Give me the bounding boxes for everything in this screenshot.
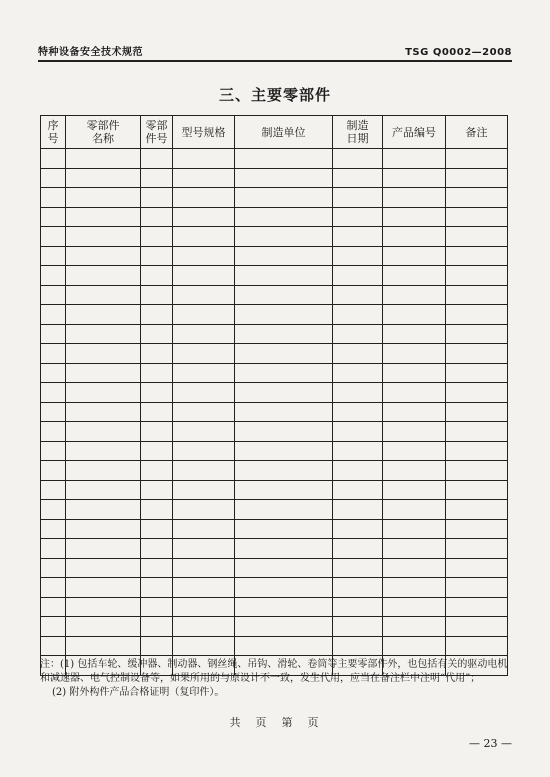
table-cell[interactable]	[333, 168, 383, 188]
table-cell[interactable]	[235, 558, 333, 578]
table-cell[interactable]	[383, 558, 446, 578]
table-cell[interactable]	[446, 207, 508, 227]
table-row	[41, 363, 508, 383]
table-cell[interactable]	[446, 636, 508, 656]
table-row	[41, 227, 508, 247]
table-cell[interactable]	[173, 324, 235, 344]
table-cell[interactable]	[66, 383, 141, 403]
table-cell[interactable]	[41, 402, 66, 422]
table-cell[interactable]	[235, 149, 333, 169]
table-cell[interactable]	[446, 168, 508, 188]
table-row	[41, 383, 508, 403]
table-cell[interactable]	[173, 558, 235, 578]
table-cell[interactable]	[446, 441, 508, 461]
table-cell[interactable]	[333, 324, 383, 344]
table-cell[interactable]	[333, 578, 383, 598]
table-cell[interactable]	[383, 383, 446, 403]
table-cell[interactable]	[141, 324, 173, 344]
table-cell[interactable]	[173, 480, 235, 500]
table-cell[interactable]	[173, 500, 235, 520]
table-cell[interactable]	[383, 402, 446, 422]
table-cell[interactable]	[66, 227, 141, 247]
table-cell[interactable]	[383, 636, 446, 656]
table-cell[interactable]	[383, 597, 446, 617]
table-cell[interactable]	[446, 539, 508, 559]
page-count-line: 共 页 第 页	[229, 716, 321, 729]
col-header-seq: 序 号	[41, 116, 66, 149]
table-cell[interactable]	[66, 149, 141, 169]
table-cell[interactable]	[383, 480, 446, 500]
table-cell[interactable]	[173, 597, 235, 617]
table-cell[interactable]	[173, 266, 235, 286]
table-cell[interactable]	[383, 207, 446, 227]
table-cell[interactable]	[41, 227, 66, 247]
table-cell[interactable]	[383, 422, 446, 442]
table-cell[interactable]	[333, 344, 383, 364]
table-cell[interactable]	[383, 578, 446, 598]
table-cell[interactable]	[333, 461, 383, 481]
notes	[40, 658, 510, 700]
table-cell[interactable]	[383, 519, 446, 539]
table-cell[interactable]	[66, 305, 141, 325]
col-header-part-no: 零部 件号	[141, 116, 173, 149]
table-cell[interactable]	[41, 461, 66, 481]
table-cell[interactable]	[235, 578, 333, 598]
table-cell[interactable]	[173, 246, 235, 266]
table-cell[interactable]	[41, 519, 66, 539]
table-row	[41, 207, 508, 227]
table-cell[interactable]	[235, 207, 333, 227]
table-cell[interactable]	[41, 636, 66, 656]
table-cell[interactable]	[333, 227, 383, 247]
table-cell[interactable]	[173, 461, 235, 481]
table-cell[interactable]	[66, 285, 141, 305]
table-cell[interactable]	[446, 363, 508, 383]
table-cell[interactable]	[235, 480, 333, 500]
table-row	[41, 636, 508, 656]
table-cell[interactable]	[235, 266, 333, 286]
table-cell[interactable]	[66, 480, 141, 500]
table-cell[interactable]	[383, 149, 446, 169]
table-cell[interactable]	[333, 266, 383, 286]
table-cell[interactable]	[141, 402, 173, 422]
table-cell[interactable]	[41, 285, 66, 305]
table-cell[interactable]	[446, 597, 508, 617]
table-cell[interactable]	[41, 597, 66, 617]
table-cell[interactable]	[141, 188, 173, 208]
page-header	[38, 38, 512, 58]
table-cell[interactable]	[235, 168, 333, 188]
table-cell[interactable]	[66, 363, 141, 383]
table-cell[interactable]	[446, 617, 508, 637]
col-header-remarks: 备注	[446, 116, 508, 149]
table-cell[interactable]	[383, 324, 446, 344]
table-cell[interactable]	[141, 617, 173, 637]
table-cell[interactable]	[173, 617, 235, 637]
table-cell[interactable]	[141, 500, 173, 520]
table-cell[interactable]	[446, 480, 508, 500]
table-cell[interactable]	[141, 597, 173, 617]
parts-table	[40, 115, 508, 676]
table-cell[interactable]	[235, 597, 333, 617]
table-body	[41, 149, 508, 676]
table-cell[interactable]	[235, 500, 333, 520]
table-cell[interactable]	[41, 149, 66, 169]
table-cell[interactable]	[41, 558, 66, 578]
table-cell[interactable]	[333, 636, 383, 656]
table-cell[interactable]	[173, 578, 235, 598]
table-row	[41, 578, 508, 598]
table-cell[interactable]	[41, 441, 66, 461]
table-cell[interactable]	[66, 402, 141, 422]
table-cell[interactable]	[333, 188, 383, 208]
table-cell[interactable]	[141, 578, 173, 598]
table-cell[interactable]	[141, 266, 173, 286]
table-cell[interactable]	[41, 188, 66, 208]
table-cell[interactable]	[141, 246, 173, 266]
table-cell[interactable]	[446, 246, 508, 266]
table-cell[interactable]	[173, 519, 235, 539]
table-cell[interactable]	[141, 441, 173, 461]
table-cell[interactable]	[333, 363, 383, 383]
table-row	[41, 188, 508, 208]
table-cell[interactable]	[173, 285, 235, 305]
table-cell[interactable]	[446, 149, 508, 169]
table-cell[interactable]	[235, 324, 333, 344]
table-cell[interactable]	[41, 480, 66, 500]
table-cell[interactable]	[141, 344, 173, 364]
table-cell[interactable]	[173, 441, 235, 461]
table-cell[interactable]	[446, 266, 508, 286]
note-1: 注：(1) 包括车轮、缓冲器、制动器、钢丝绳、吊钩、滑轮、卷筒等主要零部件外，也包括有关的驱动电机和减速器、电气控制设备等，如果所用的与原设计不一致，发生代用，应当在备注栏中注明“代用”；	[40, 659, 508, 684]
table-cell[interactable]	[333, 285, 383, 305]
table-cell[interactable]	[333, 402, 383, 422]
table-cell[interactable]	[446, 324, 508, 344]
table-cell[interactable]	[141, 636, 173, 656]
table-cell[interactable]	[235, 441, 333, 461]
table-cell[interactable]	[333, 246, 383, 266]
table-cell[interactable]	[333, 597, 383, 617]
table-cell[interactable]	[141, 558, 173, 578]
table-cell[interactable]	[383, 500, 446, 520]
table-cell[interactable]	[446, 285, 508, 305]
table-row	[41, 539, 508, 559]
table-cell[interactable]	[141, 149, 173, 169]
table-cell[interactable]	[41, 344, 66, 364]
table-cell[interactable]	[173, 539, 235, 559]
table-cell[interactable]	[383, 461, 446, 481]
table-cell[interactable]	[235, 344, 333, 364]
table-row	[41, 285, 508, 305]
table-cell[interactable]	[235, 636, 333, 656]
table-cell[interactable]	[173, 363, 235, 383]
table-cell[interactable]	[383, 168, 446, 188]
table-cell[interactable]	[41, 305, 66, 325]
table-cell[interactable]	[333, 539, 383, 559]
table-cell[interactable]	[41, 246, 66, 266]
table-cell[interactable]	[41, 500, 66, 520]
table-cell[interactable]	[235, 383, 333, 403]
table-row	[41, 149, 508, 169]
table-cell[interactable]	[446, 422, 508, 442]
table-cell[interactable]	[235, 461, 333, 481]
table-cell[interactable]	[141, 383, 173, 403]
table-cell[interactable]	[66, 519, 141, 539]
table-cell[interactable]	[235, 227, 333, 247]
col-header-model-spec: 型号规格	[173, 116, 235, 149]
table-cell[interactable]	[173, 188, 235, 208]
table-cell[interactable]	[173, 383, 235, 403]
table-cell[interactable]	[141, 207, 173, 227]
table-cell[interactable]	[235, 402, 333, 422]
table-row	[41, 246, 508, 266]
table-row	[41, 402, 508, 422]
table-cell[interactable]	[66, 441, 141, 461]
table-row	[41, 480, 508, 500]
table-row	[41, 266, 508, 286]
table-cell[interactable]	[446, 305, 508, 325]
table-cell[interactable]	[446, 558, 508, 578]
table-cell[interactable]	[235, 188, 333, 208]
table-row	[41, 344, 508, 364]
header-rule	[38, 60, 512, 62]
table-cell[interactable]	[333, 441, 383, 461]
table-cell[interactable]	[383, 617, 446, 637]
table-cell[interactable]	[41, 266, 66, 286]
table-cell[interactable]	[66, 617, 141, 637]
table-row	[41, 500, 508, 520]
table-cell[interactable]	[66, 246, 141, 266]
table-row	[41, 324, 508, 344]
table-cell[interactable]	[383, 539, 446, 559]
table-cell[interactable]	[333, 558, 383, 578]
table-cell[interactable]	[41, 422, 66, 442]
table-cell[interactable]	[333, 519, 383, 539]
table-cell[interactable]	[173, 305, 235, 325]
table-cell[interactable]	[235, 539, 333, 559]
note-2: (2) 附外构件产品合格证明（复印件）。	[52, 687, 225, 698]
col-header-product-no: 产品编号	[383, 116, 446, 149]
table-cell[interactable]	[141, 539, 173, 559]
table-cell[interactable]	[383, 305, 446, 325]
table-cell[interactable]	[66, 422, 141, 442]
table-cell[interactable]	[446, 578, 508, 598]
col-header-manufacturer: 制造单位	[235, 116, 333, 149]
table-cell[interactable]	[141, 285, 173, 305]
table-cell[interactable]	[333, 207, 383, 227]
table-cell[interactable]	[66, 558, 141, 578]
table-cell[interactable]	[41, 617, 66, 637]
table-cell[interactable]	[383, 227, 446, 247]
table-cell[interactable]	[235, 422, 333, 442]
table-cell[interactable]	[41, 539, 66, 559]
header-right-text: TSG Q0002—2008	[405, 47, 512, 58]
table-row	[41, 461, 508, 481]
table-cell[interactable]	[66, 500, 141, 520]
table-cell[interactable]	[383, 363, 446, 383]
table-cell[interactable]	[66, 636, 141, 656]
table-cell[interactable]	[446, 188, 508, 208]
table-cell[interactable]	[41, 578, 66, 598]
table-cell[interactable]	[66, 344, 141, 364]
table-cell[interactable]	[446, 500, 508, 520]
table-cell[interactable]	[235, 246, 333, 266]
table-cell[interactable]	[446, 519, 508, 539]
table-row	[41, 519, 508, 539]
table-cell[interactable]	[41, 324, 66, 344]
table-cell[interactable]	[333, 617, 383, 637]
table-cell[interactable]	[173, 168, 235, 188]
table-cell[interactable]	[66, 207, 141, 227]
table-cell[interactable]	[446, 344, 508, 364]
page-number: — 23 —	[469, 737, 512, 750]
table-cell[interactable]	[141, 519, 173, 539]
table-cell[interactable]	[141, 480, 173, 500]
table-cell[interactable]	[66, 578, 141, 598]
table-cell[interactable]	[141, 461, 173, 481]
section-title: 三、主要零部件	[218, 86, 331, 104]
table-cell[interactable]	[383, 441, 446, 461]
table-cell[interactable]	[446, 461, 508, 481]
table-cell[interactable]	[235, 305, 333, 325]
table-cell[interactable]	[383, 266, 446, 286]
col-header-part-name: 零部件 名称	[66, 116, 141, 149]
table-cell[interactable]	[383, 344, 446, 364]
table-cell[interactable]	[446, 383, 508, 403]
table-row	[41, 597, 508, 617]
table-cell[interactable]	[383, 285, 446, 305]
table-cell[interactable]	[333, 480, 383, 500]
table-row	[41, 558, 508, 578]
table-cell[interactable]	[333, 305, 383, 325]
table-cell[interactable]	[383, 188, 446, 208]
table-row	[41, 617, 508, 637]
table-cell[interactable]	[66, 539, 141, 559]
table-cell[interactable]	[66, 188, 141, 208]
table-cell[interactable]	[141, 363, 173, 383]
table-cell[interactable]	[66, 168, 141, 188]
table-cell[interactable]	[66, 324, 141, 344]
table-cell[interactable]	[446, 402, 508, 422]
table-row	[41, 441, 508, 461]
table-cell[interactable]	[173, 422, 235, 442]
table-cell[interactable]	[235, 617, 333, 637]
table-cell[interactable]	[66, 461, 141, 481]
table-cell[interactable]	[333, 422, 383, 442]
table-cell[interactable]	[66, 597, 141, 617]
table-cell[interactable]	[333, 149, 383, 169]
table-cell[interactable]	[173, 402, 235, 422]
table-cell[interactable]	[173, 149, 235, 169]
table-cell[interactable]	[41, 207, 66, 227]
table-cell[interactable]	[173, 636, 235, 656]
table-cell[interactable]	[173, 227, 235, 247]
header-left-text: 特种设备安全技术规范	[38, 47, 143, 58]
table-row	[41, 305, 508, 325]
table-row	[41, 422, 508, 442]
table-header-row	[41, 116, 508, 149]
table-cell[interactable]	[235, 519, 333, 539]
table-cell[interactable]	[235, 285, 333, 305]
table-cell[interactable]	[446, 227, 508, 247]
table-cell[interactable]	[141, 422, 173, 442]
table-cell[interactable]	[333, 500, 383, 520]
table-cell[interactable]	[235, 363, 333, 383]
table-cell[interactable]	[41, 363, 66, 383]
col-header-mfg-date: 制造 日期	[333, 116, 383, 149]
table-cell[interactable]	[41, 383, 66, 403]
table-cell[interactable]	[41, 168, 66, 188]
table-cell[interactable]	[173, 344, 235, 364]
table-cell[interactable]	[66, 266, 141, 286]
table-row	[41, 168, 508, 188]
table-cell[interactable]	[141, 227, 173, 247]
table-cell[interactable]	[333, 383, 383, 403]
table-cell[interactable]	[383, 246, 446, 266]
table-cell[interactable]	[141, 305, 173, 325]
table-cell[interactable]	[141, 168, 173, 188]
table-cell[interactable]	[173, 207, 235, 227]
